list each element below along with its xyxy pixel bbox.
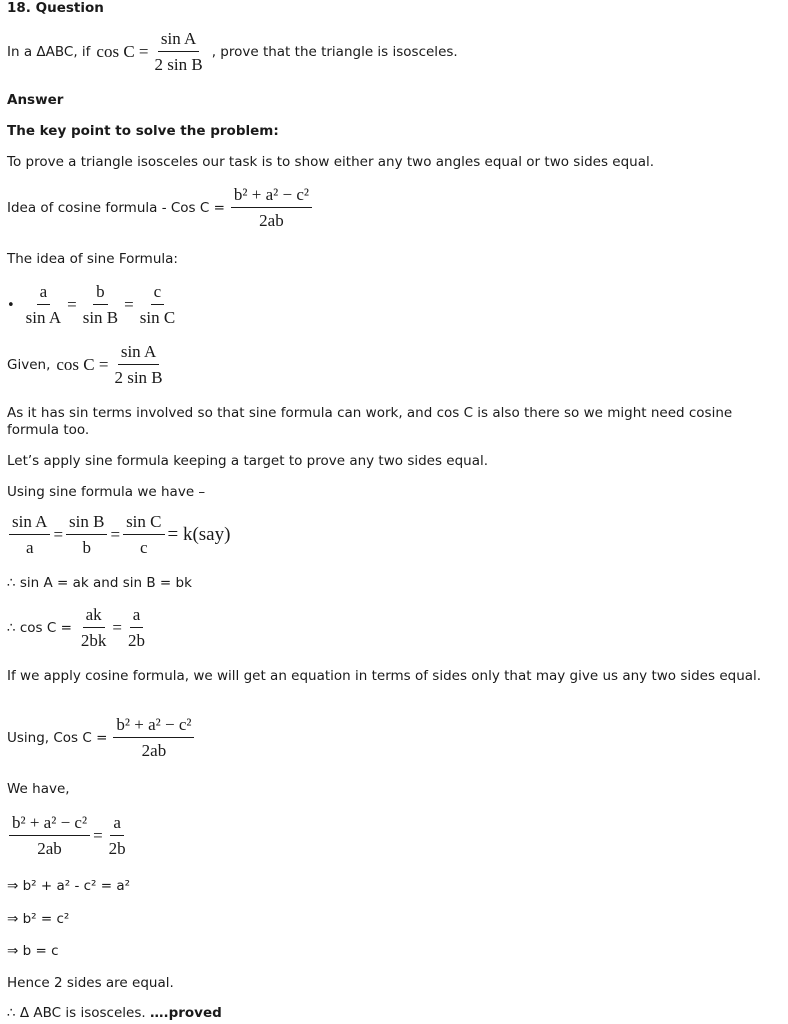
using-cos-row bbox=[7, 716, 196, 760]
answer-heading: Answer bbox=[7, 92, 64, 108]
given-fraction-den: 2 sin B bbox=[114, 368, 163, 387]
equation-frac2-num: a bbox=[110, 814, 124, 836]
using-cos-num: b² + a² − c² bbox=[113, 716, 194, 738]
ratio-frac-b-num: sin B bbox=[66, 513, 107, 535]
intro-text: To prove a triangle isosceles our task is to show either any two angles equal or two sides equal. bbox=[7, 154, 655, 170]
cos-result-frac2-num: a bbox=[130, 606, 144, 628]
using-sine-text: Using sine formula we have – bbox=[7, 484, 206, 500]
sine-frac-a bbox=[23, 283, 64, 327]
question-statement bbox=[7, 30, 458, 74]
cos-result-frac1 bbox=[78, 606, 110, 650]
sin-terms-paragraph: As it has sin terms involved so that sine formula can work, and cos C is also there so we might need cosine formula too. bbox=[7, 405, 733, 438]
equation-frac1-den: 2ab bbox=[37, 839, 62, 858]
cosine-idea-num: b² + a² − c² bbox=[231, 186, 312, 208]
question-prefix: In a ΔABC, if bbox=[7, 44, 91, 60]
step-2: ⇒ b² = c² bbox=[7, 911, 70, 927]
question-cos-lhs: cos C = bbox=[96, 42, 149, 61]
equals-sign: = bbox=[93, 826, 103, 845]
ratio-frac-a-num: sin A bbox=[9, 513, 50, 535]
sine-formula-row bbox=[7, 283, 180, 327]
question-fraction-num: sin A bbox=[158, 30, 199, 52]
hence-text: Hence 2 sides are equal. bbox=[7, 975, 174, 991]
given-fraction-num: sin A bbox=[118, 343, 159, 365]
equals-sign: = bbox=[124, 295, 134, 314]
cos-result-row bbox=[7, 606, 150, 650]
ratio-frac-b-den: b bbox=[82, 538, 91, 557]
key-point-heading: The key point to solve the problem: bbox=[7, 123, 279, 139]
sine-frac-a-num: a bbox=[37, 283, 51, 305]
cos-result-frac2 bbox=[125, 606, 148, 650]
cos-result-label: ∴ cos C = bbox=[7, 620, 72, 636]
given-fraction bbox=[111, 343, 165, 387]
cosine-idea-fraction bbox=[231, 186, 312, 230]
given-label: Given, bbox=[7, 357, 51, 373]
conclusion bbox=[7, 1005, 222, 1022]
ratio-frac-c-den: c bbox=[140, 538, 148, 557]
question-heading: 18. Question bbox=[7, 0, 104, 16]
equation-frac1-num: b² + a² − c² bbox=[9, 814, 90, 836]
ratio-frac-c bbox=[123, 513, 164, 557]
question-suffix: , prove that the triangle is isosceles. bbox=[211, 44, 458, 60]
ratio-frac-a bbox=[9, 513, 50, 557]
apply-sine-text: Let’s apply sine formula keeping a target to prove any two sides equal. bbox=[7, 453, 489, 469]
question-fraction bbox=[152, 30, 206, 74]
equals-sign: = bbox=[53, 525, 64, 544]
conclusion-text: ∴ Δ ABC is isosceles. bbox=[7, 1005, 146, 1021]
ratio-frac-b bbox=[66, 513, 107, 557]
sine-frac-a-den: sin A bbox=[25, 308, 62, 327]
main-equation-row bbox=[7, 814, 131, 858]
using-cos-den: 2ab bbox=[141, 741, 167, 760]
step-1: ⇒ b² + a² - c² = a² bbox=[7, 878, 131, 894]
cosine-paragraph: If we apply cosine formula, we will get an equation in terms of sides only that may give us any two sides equal. bbox=[7, 668, 762, 684]
sin-ak-bk-text: ∴ sin A = ak and sin B = bk bbox=[7, 575, 192, 591]
sine-ratio-row bbox=[7, 513, 231, 557]
sine-frac-c-den: sin C bbox=[139, 308, 176, 327]
cos-result-frac2-den: 2b bbox=[128, 631, 146, 650]
using-cos-fraction bbox=[113, 716, 194, 760]
ratio-frac-c-num: sin C bbox=[123, 513, 164, 535]
sine-frac-c bbox=[137, 283, 178, 327]
given-cos-lhs: cos C = bbox=[56, 355, 109, 374]
sine-frac-b-den: sin B bbox=[82, 308, 119, 327]
proved-label: ….proved bbox=[149, 1005, 222, 1021]
we-have-text: We have, bbox=[7, 781, 70, 797]
ratio-k-say: = k(say) bbox=[167, 524, 231, 545]
equals-sign: = bbox=[110, 525, 121, 544]
sine-frac-b bbox=[80, 283, 121, 327]
bullet-icon: • bbox=[7, 297, 15, 313]
sine-frac-c-num: c bbox=[151, 283, 165, 305]
cosine-formula-idea bbox=[7, 186, 314, 230]
given-row bbox=[7, 343, 168, 387]
cosine-idea-den: 2ab bbox=[259, 211, 284, 230]
question-fraction-den: 2 sin B bbox=[154, 55, 203, 74]
cosine-idea-label: Idea of cosine formula - Cos C = bbox=[7, 200, 225, 216]
equation-frac1 bbox=[9, 814, 90, 858]
equation-frac2-den: 2b bbox=[108, 839, 126, 858]
equals-sign: = bbox=[67, 295, 77, 314]
sine-frac-b-num: b bbox=[93, 283, 108, 305]
using-cos-label: Using, Cos C = bbox=[7, 730, 108, 746]
equals-sign: = bbox=[112, 618, 123, 637]
step-3: ⇒ b = c bbox=[7, 943, 59, 959]
sine-idea-label: The idea of sine Formula: bbox=[7, 251, 178, 267]
cos-result-frac1-num: ak bbox=[83, 606, 105, 628]
equation-frac2 bbox=[106, 814, 129, 858]
ratio-frac-a-den: a bbox=[25, 538, 34, 557]
cos-result-frac1-den: 2bk bbox=[80, 631, 107, 650]
